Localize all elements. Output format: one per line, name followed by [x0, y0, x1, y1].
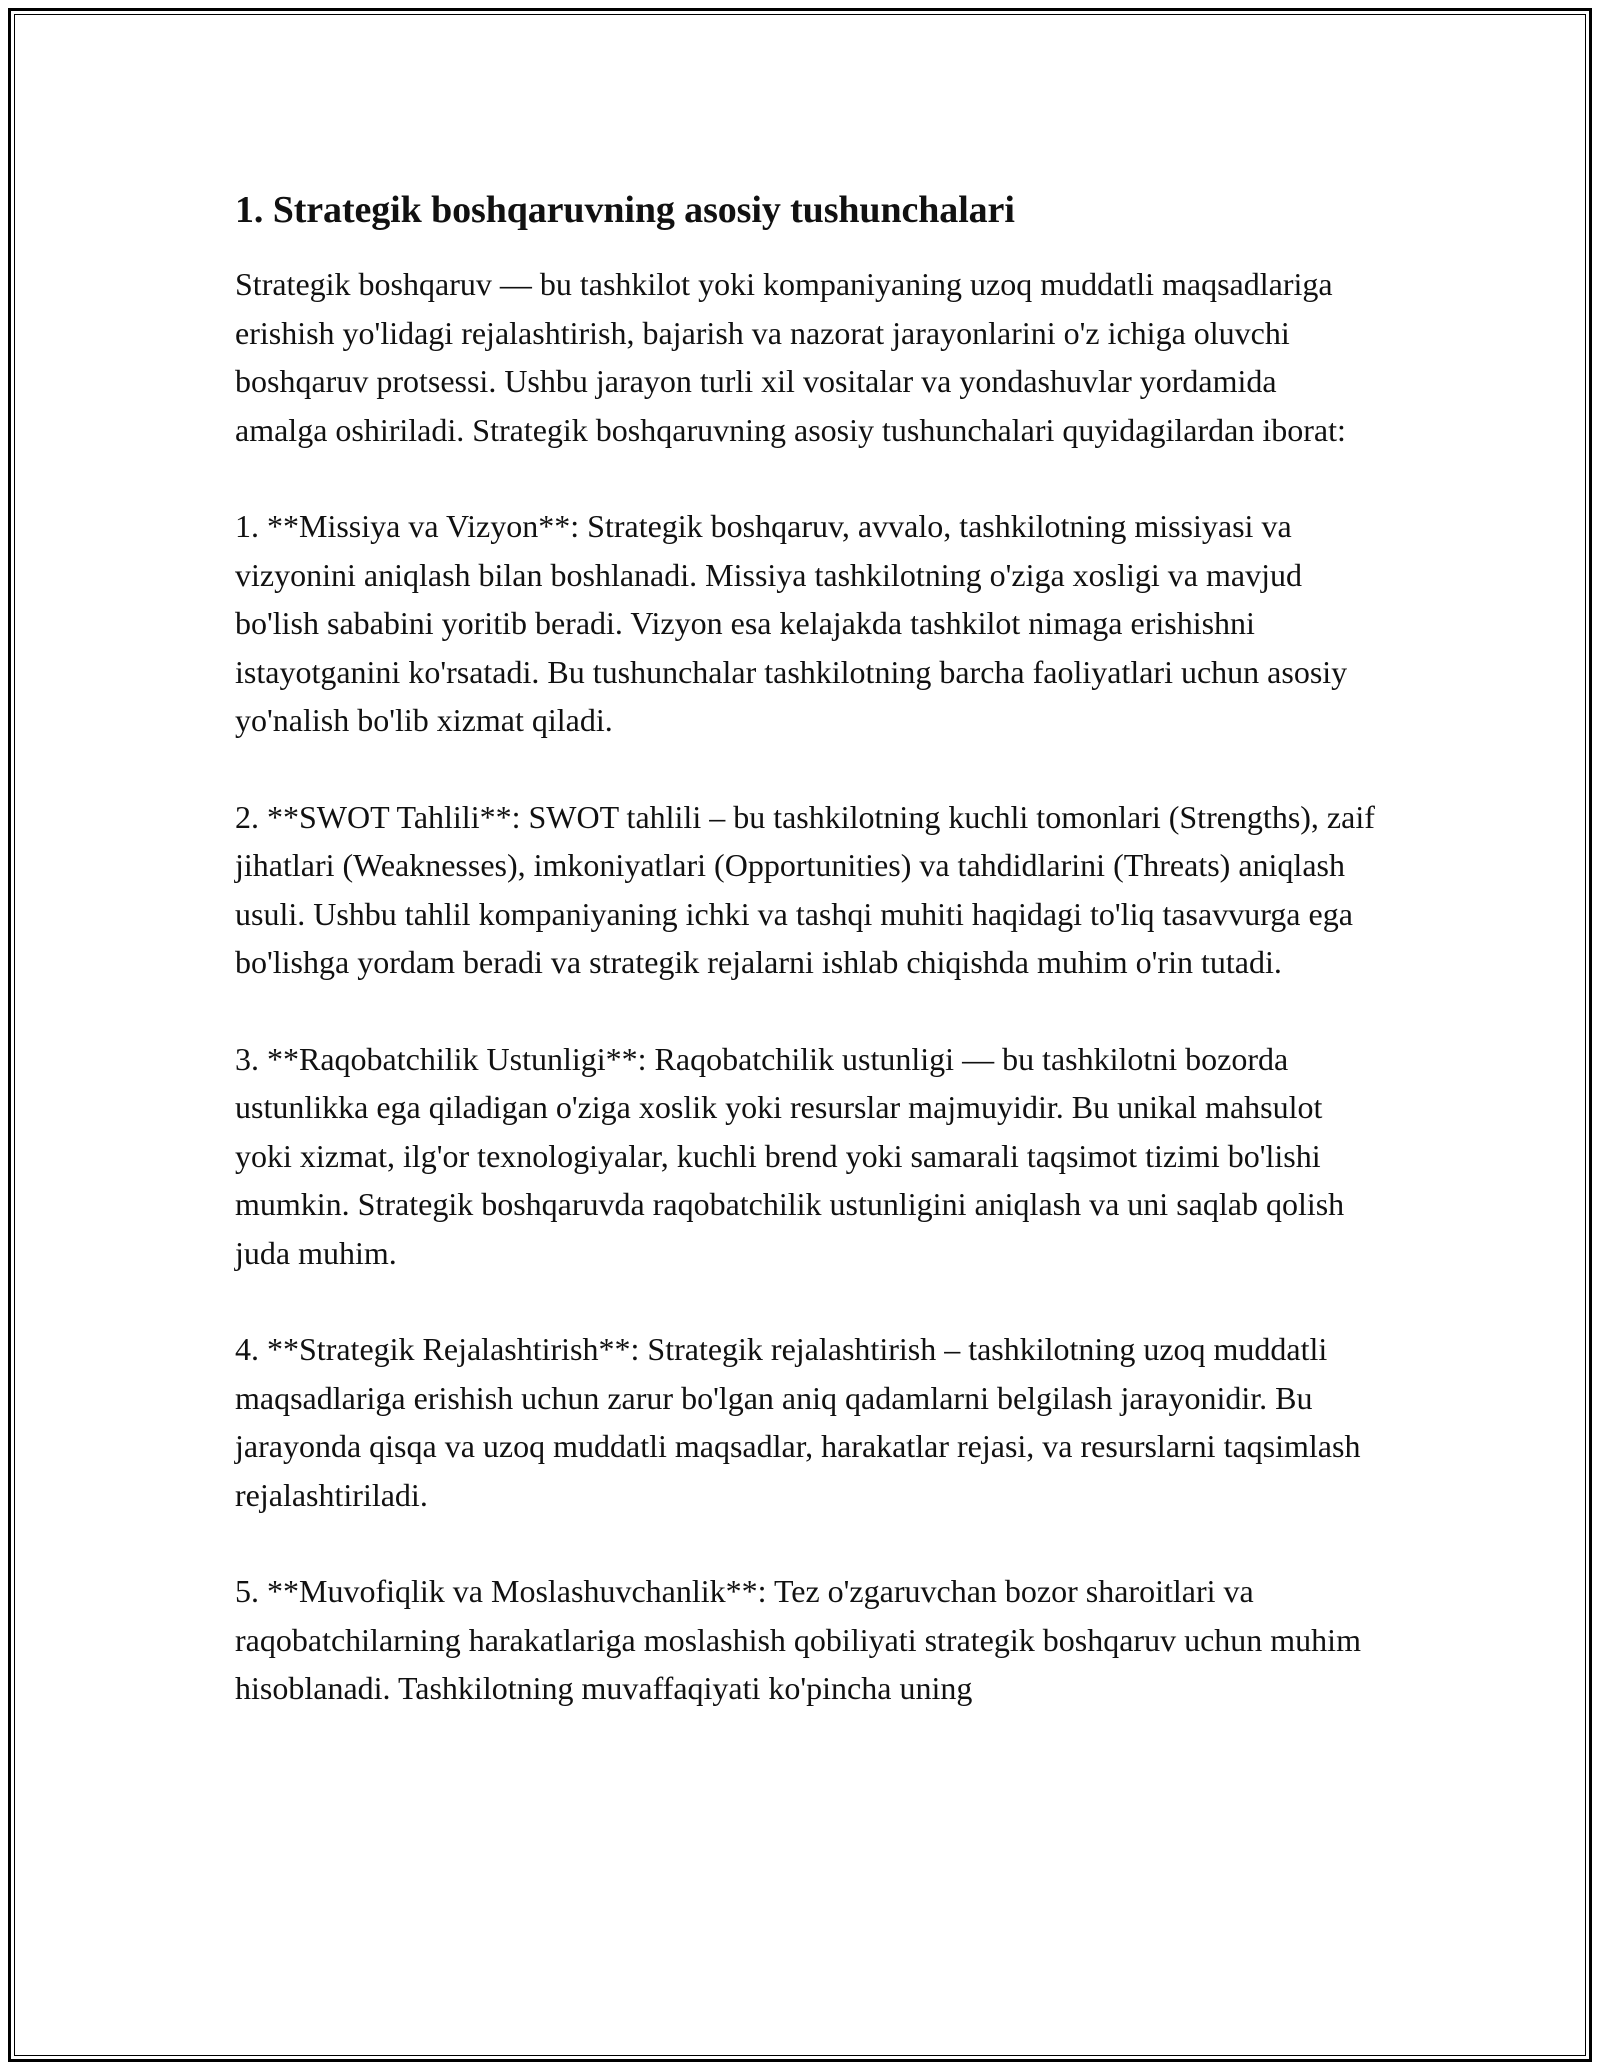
paragraph-muvofiqlik-moslashuvchanlik: 5. **Muvofiqlik va Moslashuvchanlik**: Tez o'zgaruvchan bozor sharoitlari va raqobatchilarning harakatlariga moslashish qobiliyati strategik boshqaruv uchun muhim hisoblanadi. Tashkilotning muvaffaqiyati ko'pincha uning: [235, 1573, 1361, 1707]
intro-paragraph: Strategik boshqaruv — bu tashkilot yoki kompaniyaning uzoq muddatli maqsadlariga erishish yo'lidagi rejalashtirish, bajarish va nazorat jarayonlarini o'z ichiga oluvchi boshqaruv protsessi. Ushbu jarayon turli xil vositalar va yondashuvlar yordamida amalga oshiriladi. Strategik boshqaruvning asosiy tushunchalari quyidagilardan iborat:: [235, 266, 1346, 448]
paragraph-swot-tahlili: 2. **SWOT Tahlili**: SWOT tahlili – bu tashkilotning kuchli tomonlari (Strengths), zaif jihatlari (Weaknesses), imkoniyatlari (Opportunities) va tahdidlarini (Threats) aniqlash usuli. Ushbu tahlil kompaniyaning ichki va tashqi muhiti haqidagi to'liq tasavvurga ega bo'lishga yordam beradi va strategik rejalarni ishlab chiqishda muhim o'rin tutadi.: [235, 798, 1375, 981]
document-body: [235, 183, 1375, 1761]
paragraph-strategik-rejalashtirish: 4. **Strategik Rejalashtirish**: Strategik rejalashtirish – tashkilotning uzoq muddatli maqsadlariga erishish uchun zarur bo'lgan aniq qadamlarni belgilash jarayonidir. Bu jarayonda qisqa va uzoq muddatli maqsadlar, harakatlar rejasi, va resurslarni taqsimlash rejalashtiriladi.: [235, 1331, 1361, 1513]
paragraph-missiya-vizyon: 1. **Missiya va Vizyon**: Strategik boshqaruv, avvalo, tashkilotning missiyasi va vizyonini aniqlash bilan boshlanadi. Missiya tashkilotning o'ziga xosligi va mavjud bo'lish sababini yoritib beradi. Vizyon esa kelajakda tashkilot nimaga erishishni istayotganini ko'rsatadi. Bu tushunchalar tashkilotning barcha faoliyatlari uchun asosiy yo'nalish bo'lib xizmat qiladi.: [235, 508, 1348, 739]
paragraph-raqobatchilik-ustunligi: 3. **Raqobatchilik Ustunligi**: Raqobatchilik ustunligi — bu tashkilotni bozorda ustunlikka ega qiladigan o'ziga xoslik yoki resurslar majmuyidir. Bu unikal mahsulot yoki xizmat, ilg'or texnologiyalar, kuchli brend yoki samarali taqsimot tizimi bo'lishi mumkin. Strategik boshqaruvda raqobatchilik ustunligini aniqlash va uni saqlab qolish juda muhim.: [235, 1040, 1345, 1271]
page-title: 1. Strategik boshqaruvning asosiy tushunchalari: [235, 189, 1015, 231]
